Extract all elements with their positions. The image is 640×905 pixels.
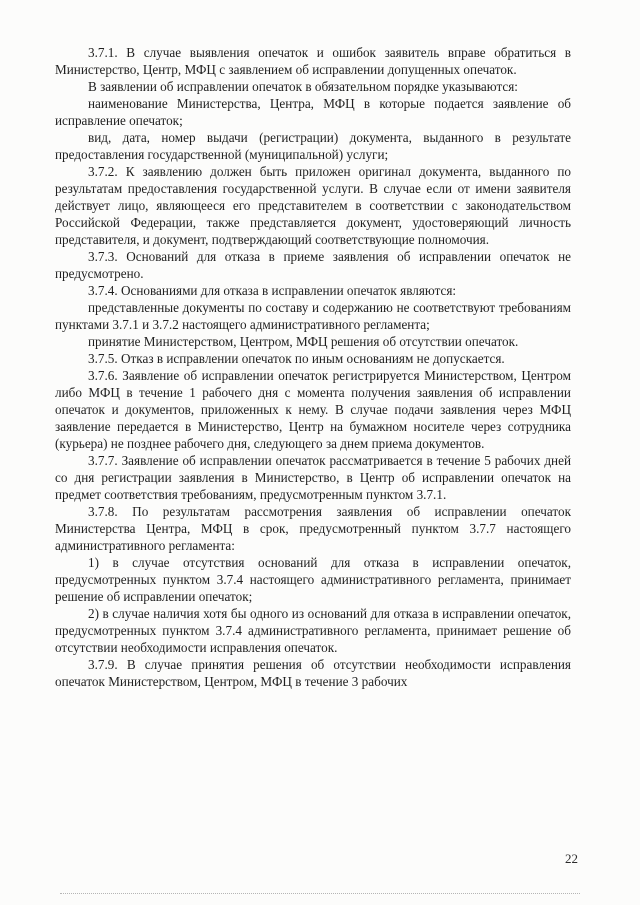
paragraph-authority-name: наименование Министерства, Центра, МФЦ в которые подается заявление об исправление опечаток; — [55, 96, 571, 128]
paragraph-documents-mismatch: представленные документы по составу и содержанию не соответствуют требованиям пунктами 3.7.1 и 3.7.2 настоящего административного регламента; — [55, 300, 571, 332]
paragraph-3-7-5: 3.7.5. Отказ в исправлении опечаток по иным основаниям не допускается. — [88, 351, 505, 366]
paragraph-3-7-4: 3.7.4. Основаниями для отказа в исправлении опечаток являются: — [88, 283, 457, 298]
paragraph-3-7-3: 3.7.3. Оснований для отказа в приеме заявления об исправлении опечаток не предусмотрено. — [55, 249, 571, 281]
paragraph-3-7-8: 3.7.8. По результатам рассмотрения заявления об исправлении опечаток Министерства Центра, МФЦ в срок, предусмотренный пунктом 3.7.7 настоящего административного регламента: — [55, 504, 571, 553]
paragraph-decision-2: 2) в случае наличия хотя бы одного из оснований для отказа в исправлении опечаток, предусмотренных пунктом 3.7.4 административного регламента, принимает решение об отсутствии необходимости исправления опечаток. — [55, 606, 571, 655]
paragraph-3-7-1: 3.7.1. В случае выявления опечаток и ошибок заявитель вправе обратиться в Министерство, Центр, МФЦ с заявлением об исправлении допущенных опечаток. — [55, 45, 571, 77]
page-number: 22 — [565, 851, 578, 866]
paragraph-3-7-2: 3.7.2. К заявлению должен быть приложен оригинал документа, выданного по результатам предоставления государственной услуги. В случае если от имени заявителя действует лицо, являющееся его представителем в соответствии с законодательством Российской Федерации, также представляется документ, удостоверяющий личность представителя, и документ, подтверждающий соответствующие полномочия. — [55, 164, 571, 247]
paragraph-3-7-9: 3.7.9. В случае принятия решения об отсутствии необходимости исправления опечаток Министерством, Центром, МФЦ в течение 3 рабочих — [55, 657, 571, 689]
paragraph-statement-intro: В заявлении об исправлении опечаток в обязательном порядке указываются: — [88, 79, 518, 94]
document-body — [55, 44, 571, 690]
scan-edge-line — [60, 893, 580, 894]
paragraph-3-7-7: 3.7.7. Заявление об исправлении опечаток рассматривается в течение 5 рабочих дней со дня регистрации заявления в Министерство, в Центр об исправлении опечаток на предмет соответствия требованиям, предусмотренным пунктом 3.7.1. — [55, 453, 571, 502]
paragraph-no-typos-decision: принятие Министерством, Центром, МФЦ решения об отсутствии опечаток. — [88, 334, 519, 349]
paragraph-decision-1: 1) в случае отсутствия оснований для отказа в исправлении опечаток, предусмотренных пунктом 3.7.4 настоящего административного регламента, принимает решение об исправлении опечаток; — [55, 555, 571, 604]
paragraph-document-details: вид, дата, номер выдачи (регистрации) документа, выданного в результате предоставления государственной (муниципальной) услуги; — [55, 130, 571, 162]
paragraph-3-7-6: 3.7.6. Заявление об исправлении опечаток регистрируется Министерством, Центром либо МФЦ в течение 1 рабочего дня с момента получения заявления об исправлении опечаток и документов, приложенных к нему. В случае подачи заявления через МФЦ заявление передается в Министерство, Центр на бумажном носителе через сотрудника (курьера) не позднее рабочего дня, следующего за днем приема документов. — [55, 368, 571, 451]
